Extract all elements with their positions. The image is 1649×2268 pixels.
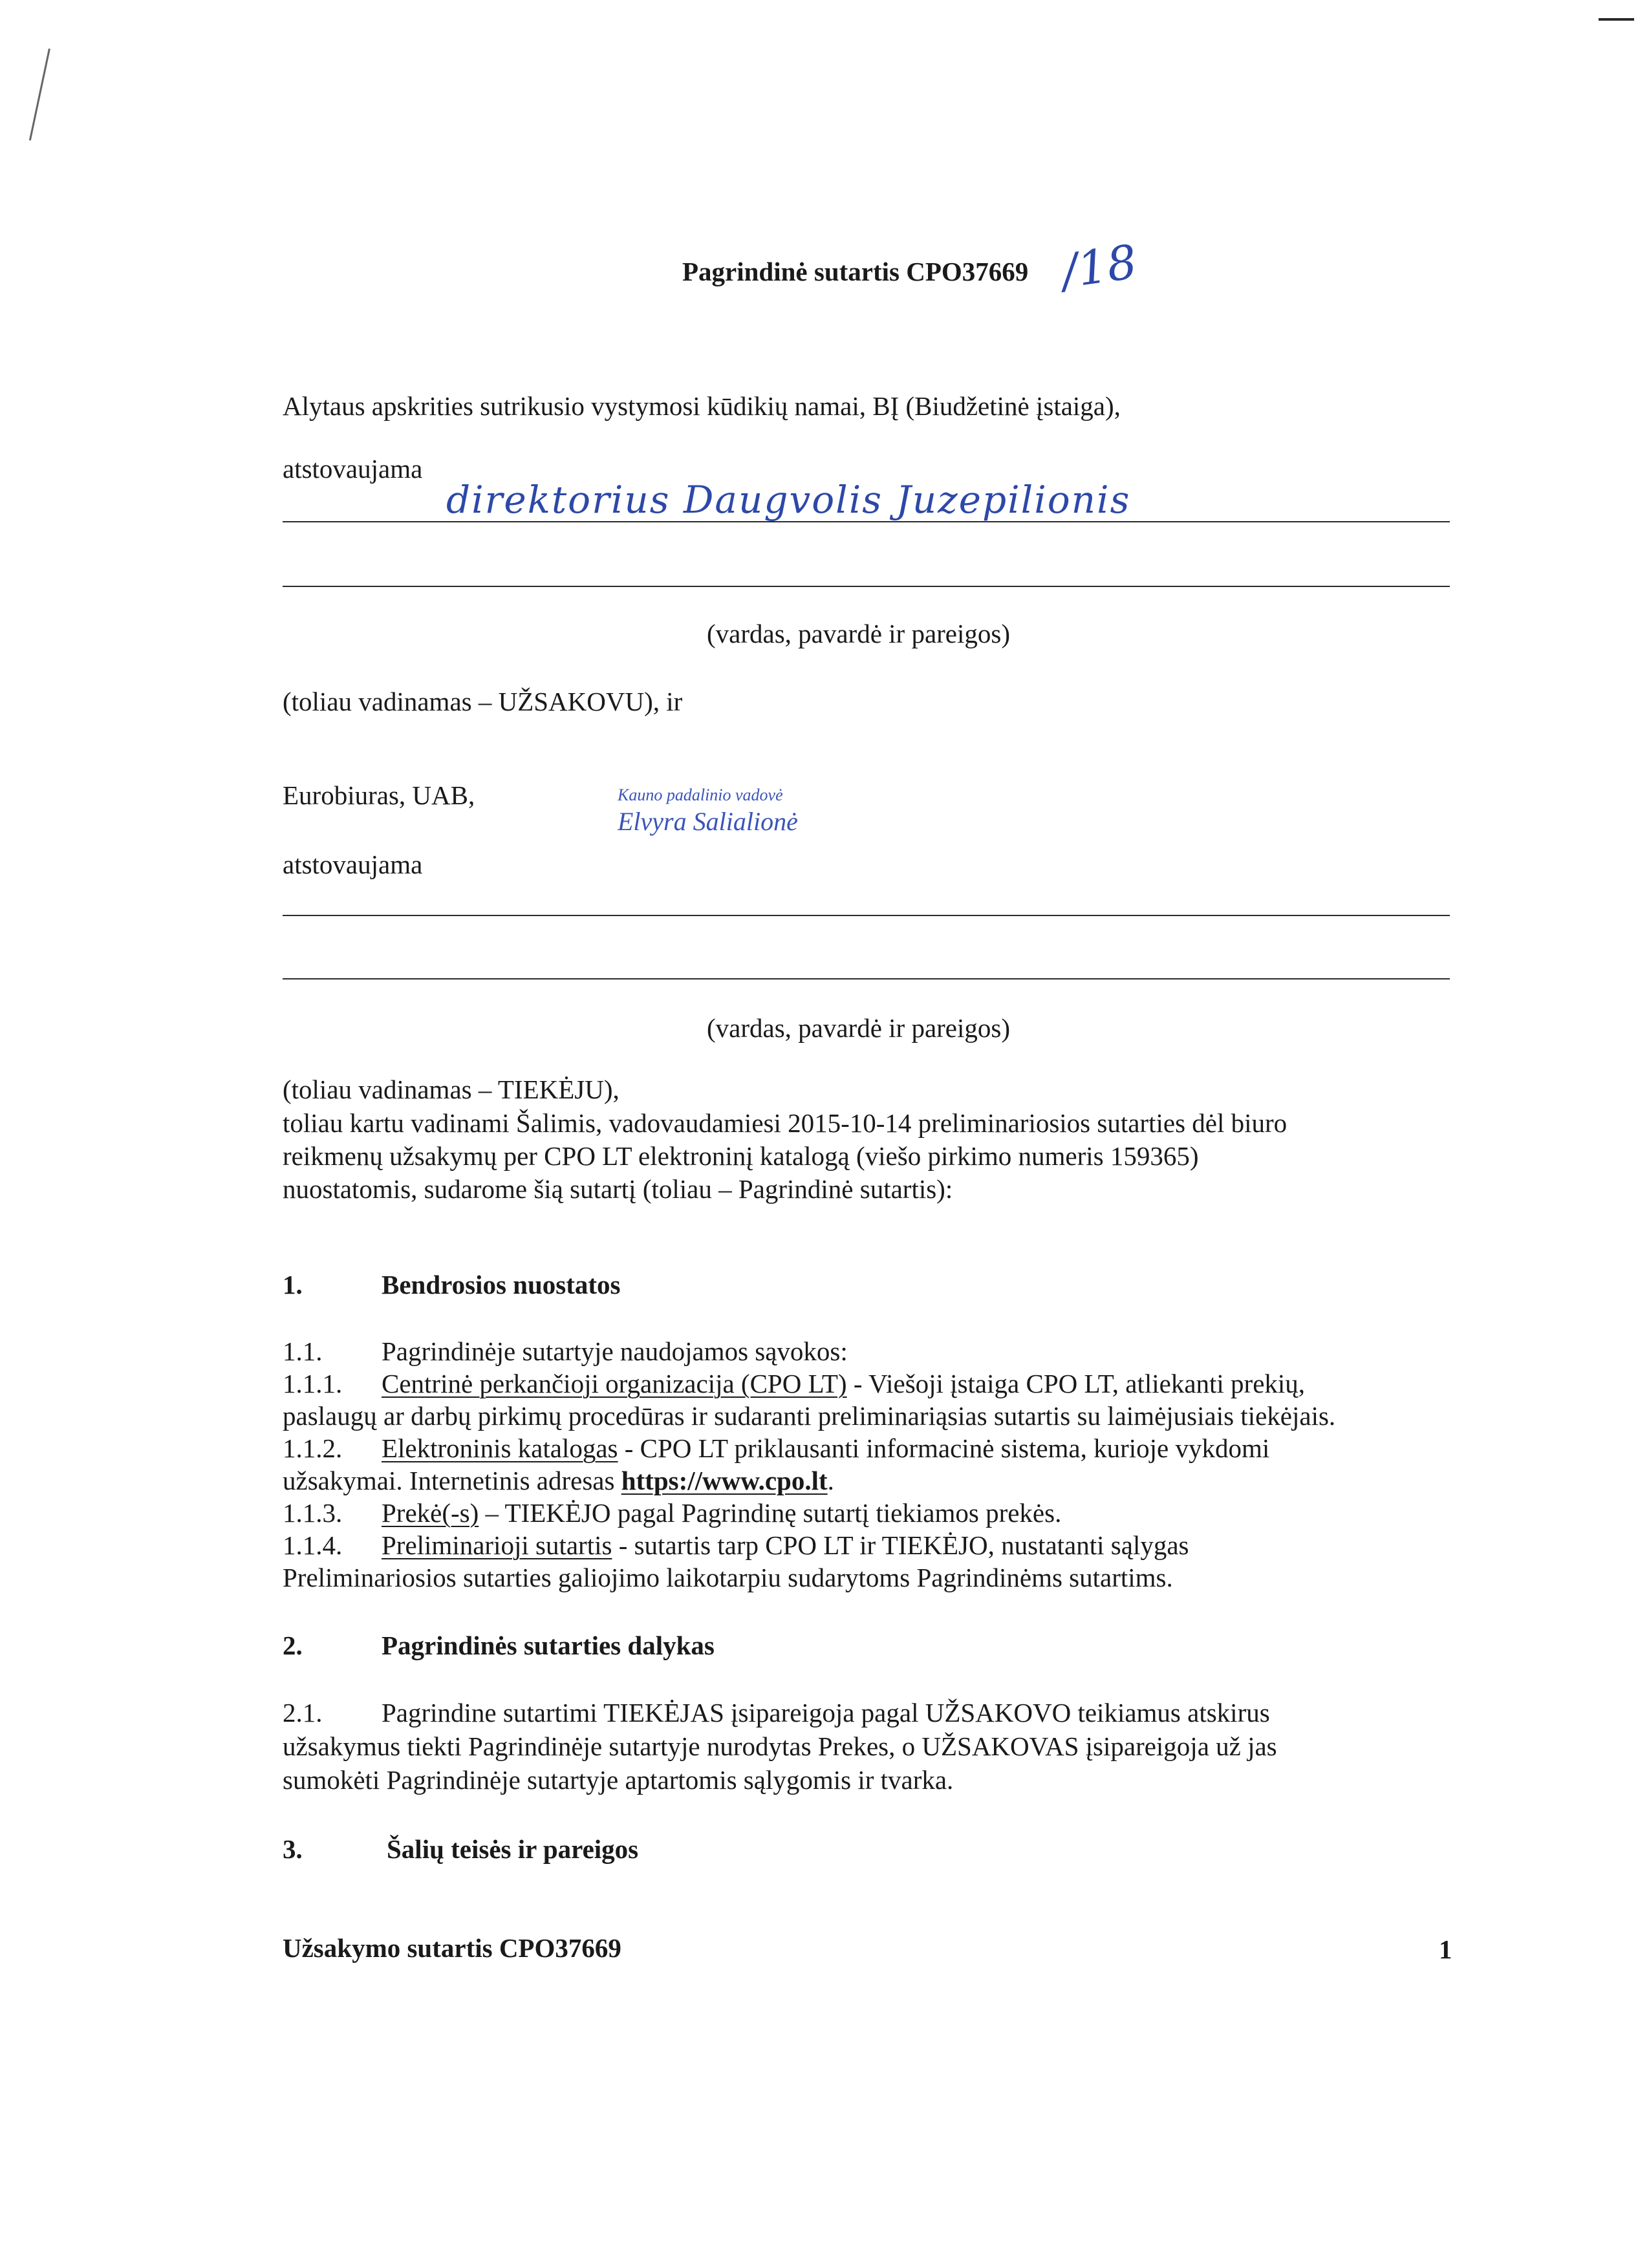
customer-line-1 bbox=[283, 521, 1450, 522]
customer-represented-label: atstovaujama bbox=[283, 454, 423, 484]
definition-catalog: - CPO LT priklausanti informacinė sistema, kurioje vykdomi bbox=[618, 1433, 1270, 1463]
clause-1-1-2-number: 1.1.2. bbox=[283, 1433, 343, 1463]
supplier-line-2 bbox=[283, 978, 1450, 979]
section-3-number: 3. bbox=[283, 1834, 303, 1864]
supplier-stamp-name: Elvyra Salialionė bbox=[618, 807, 798, 836]
clause-1-1-4-text bbox=[382, 1529, 1189, 1561]
page-number: 1 bbox=[1439, 1934, 1452, 1964]
clause-1-1-text: Pagrindinėje sutartyje naudojamos sąvokos: bbox=[382, 1336, 848, 1366]
definition-preliminary: - sutartis tarp CPO LT ir TIEKĖJO, nustatanti sąlygas bbox=[612, 1530, 1189, 1560]
term-preliminary: Preliminarioji sutartis bbox=[382, 1530, 612, 1560]
footer-title: Užsakymo sutartis CPO37669 bbox=[283, 1933, 621, 1963]
term-catalog: Elektroninis katalogas bbox=[382, 1433, 618, 1463]
supplier-name: Eurobiuras, UAB, bbox=[283, 780, 475, 810]
clause-1-1-2-continuation bbox=[283, 1464, 834, 1497]
address-period: . bbox=[827, 1466, 834, 1495]
section-2-heading: Pagrindinės sutarties dalykas bbox=[382, 1631, 715, 1660]
term-cpo: Centrinė perkančioji organizacija (CPO LT) bbox=[382, 1369, 847, 1398]
clause-1-1-number: 1.1. bbox=[283, 1336, 323, 1366]
clause-1-1-4-number: 1.1.4. bbox=[283, 1530, 343, 1560]
section-3-heading: Šalių teisės ir pareigos bbox=[387, 1834, 639, 1864]
clause-1-1-3-text bbox=[382, 1497, 1061, 1529]
clause-1-1-3-number: 1.1.3. bbox=[283, 1498, 343, 1528]
pencil-mark bbox=[29, 48, 50, 140]
document-title: Pagrindinė sutartis CPO37669 bbox=[682, 257, 1029, 286]
section-1-heading: Bendrosios nuostatos bbox=[382, 1270, 621, 1300]
preamble-line-1: toliau kartu vadinami Šalimis, vadovaudamiesi 2015-10-14 preliminariosios sutarties dėl biuro bbox=[283, 1108, 1288, 1138]
customer-caption: (vardas, pavardė ir pareigos) bbox=[707, 619, 1010, 648]
term-goods: Prekė(-s) bbox=[382, 1498, 479, 1528]
customer-handwritten-signatory: direktorius Daugvolis Juzepilionis bbox=[446, 478, 1131, 522]
clause-2-1-line-2: užsakymus tiekti Pagrindinėje sutartyje nurodytas Prekes, o UŽSAKOVAS įsipareigoja už jas bbox=[283, 1731, 1277, 1761]
clause-2-1-line-1: Pagrindine sutartimi TIEKĖJAS įsipareigoja pagal UŽSAKOVO teikiamus atskirus bbox=[382, 1698, 1270, 1728]
section-1-number: 1. bbox=[283, 1270, 303, 1300]
cpo-link[interactable]: https://www.cpo.lt bbox=[621, 1466, 828, 1495]
supplier-line-1 bbox=[283, 915, 1450, 916]
clause-1-1-1-number: 1.1.1. bbox=[283, 1369, 343, 1398]
customer-name: Alytaus apskrities sutrikusio vystymosi kūdikių namai, BĮ (Biudžetinė įstaiga), bbox=[283, 391, 1121, 421]
supplier-stamp-title: Kauno padalinio vadovė bbox=[618, 786, 783, 804]
preamble-line-3: nuostatomis, sudarome šią sutartį (toliau – Pagrindinė sutartis): bbox=[283, 1174, 953, 1204]
address-label: užsakymai. Internetinis adresas bbox=[283, 1466, 621, 1495]
preamble-line-2: reikmenų užsakymų per CPO LT elektroninį katalogą (viešo pirkimo numeris 159365) bbox=[283, 1141, 1199, 1171]
clause-1-1-4-continuation: Preliminariosios sutarties galiojimo laikotarpiu sudarytoms Pagrindinėms sutartims. bbox=[283, 1563, 1173, 1592]
supplier-caption: (vardas, pavardė ir pareigos) bbox=[707, 1013, 1010, 1043]
clause-2-1-line-3: sumokėti Pagrindinėje sutartyje aptartomis sąlygomis ir tvarka. bbox=[283, 1765, 954, 1795]
section-2-number: 2. bbox=[283, 1631, 303, 1660]
clause-1-1-1-continuation: paslaugų ar darbų pirkimų procedūras ir sudaranti preliminariąsias sutartis su laimėjusiais tiekėjais. bbox=[283, 1401, 1336, 1431]
customer-hereinafter: (toliau vadinamas – UŽSAKOVU), ir bbox=[283, 687, 683, 716]
edge-mark bbox=[1599, 18, 1634, 21]
definition-goods: – TIEKĖJO pagal Pagrindinę sutartį tiekiamos prekės. bbox=[479, 1498, 1062, 1528]
clause-2-1-number: 2.1. bbox=[283, 1698, 323, 1728]
definition-cpo: - Viešoji įstaiga CPO LT, atliekanti prekių, bbox=[846, 1369, 1306, 1398]
supplier-represented-label: atstovaujama bbox=[283, 850, 423, 879]
customer-line-2 bbox=[283, 586, 1450, 587]
clause-1-1-1-text bbox=[382, 1367, 1305, 1400]
supplier-hereinafter: (toliau vadinamas – TIEKĖJU), bbox=[283, 1075, 620, 1104]
title-handwritten-number: /18 bbox=[1058, 234, 1141, 299]
clause-1-1-2-text bbox=[382, 1432, 1269, 1464]
